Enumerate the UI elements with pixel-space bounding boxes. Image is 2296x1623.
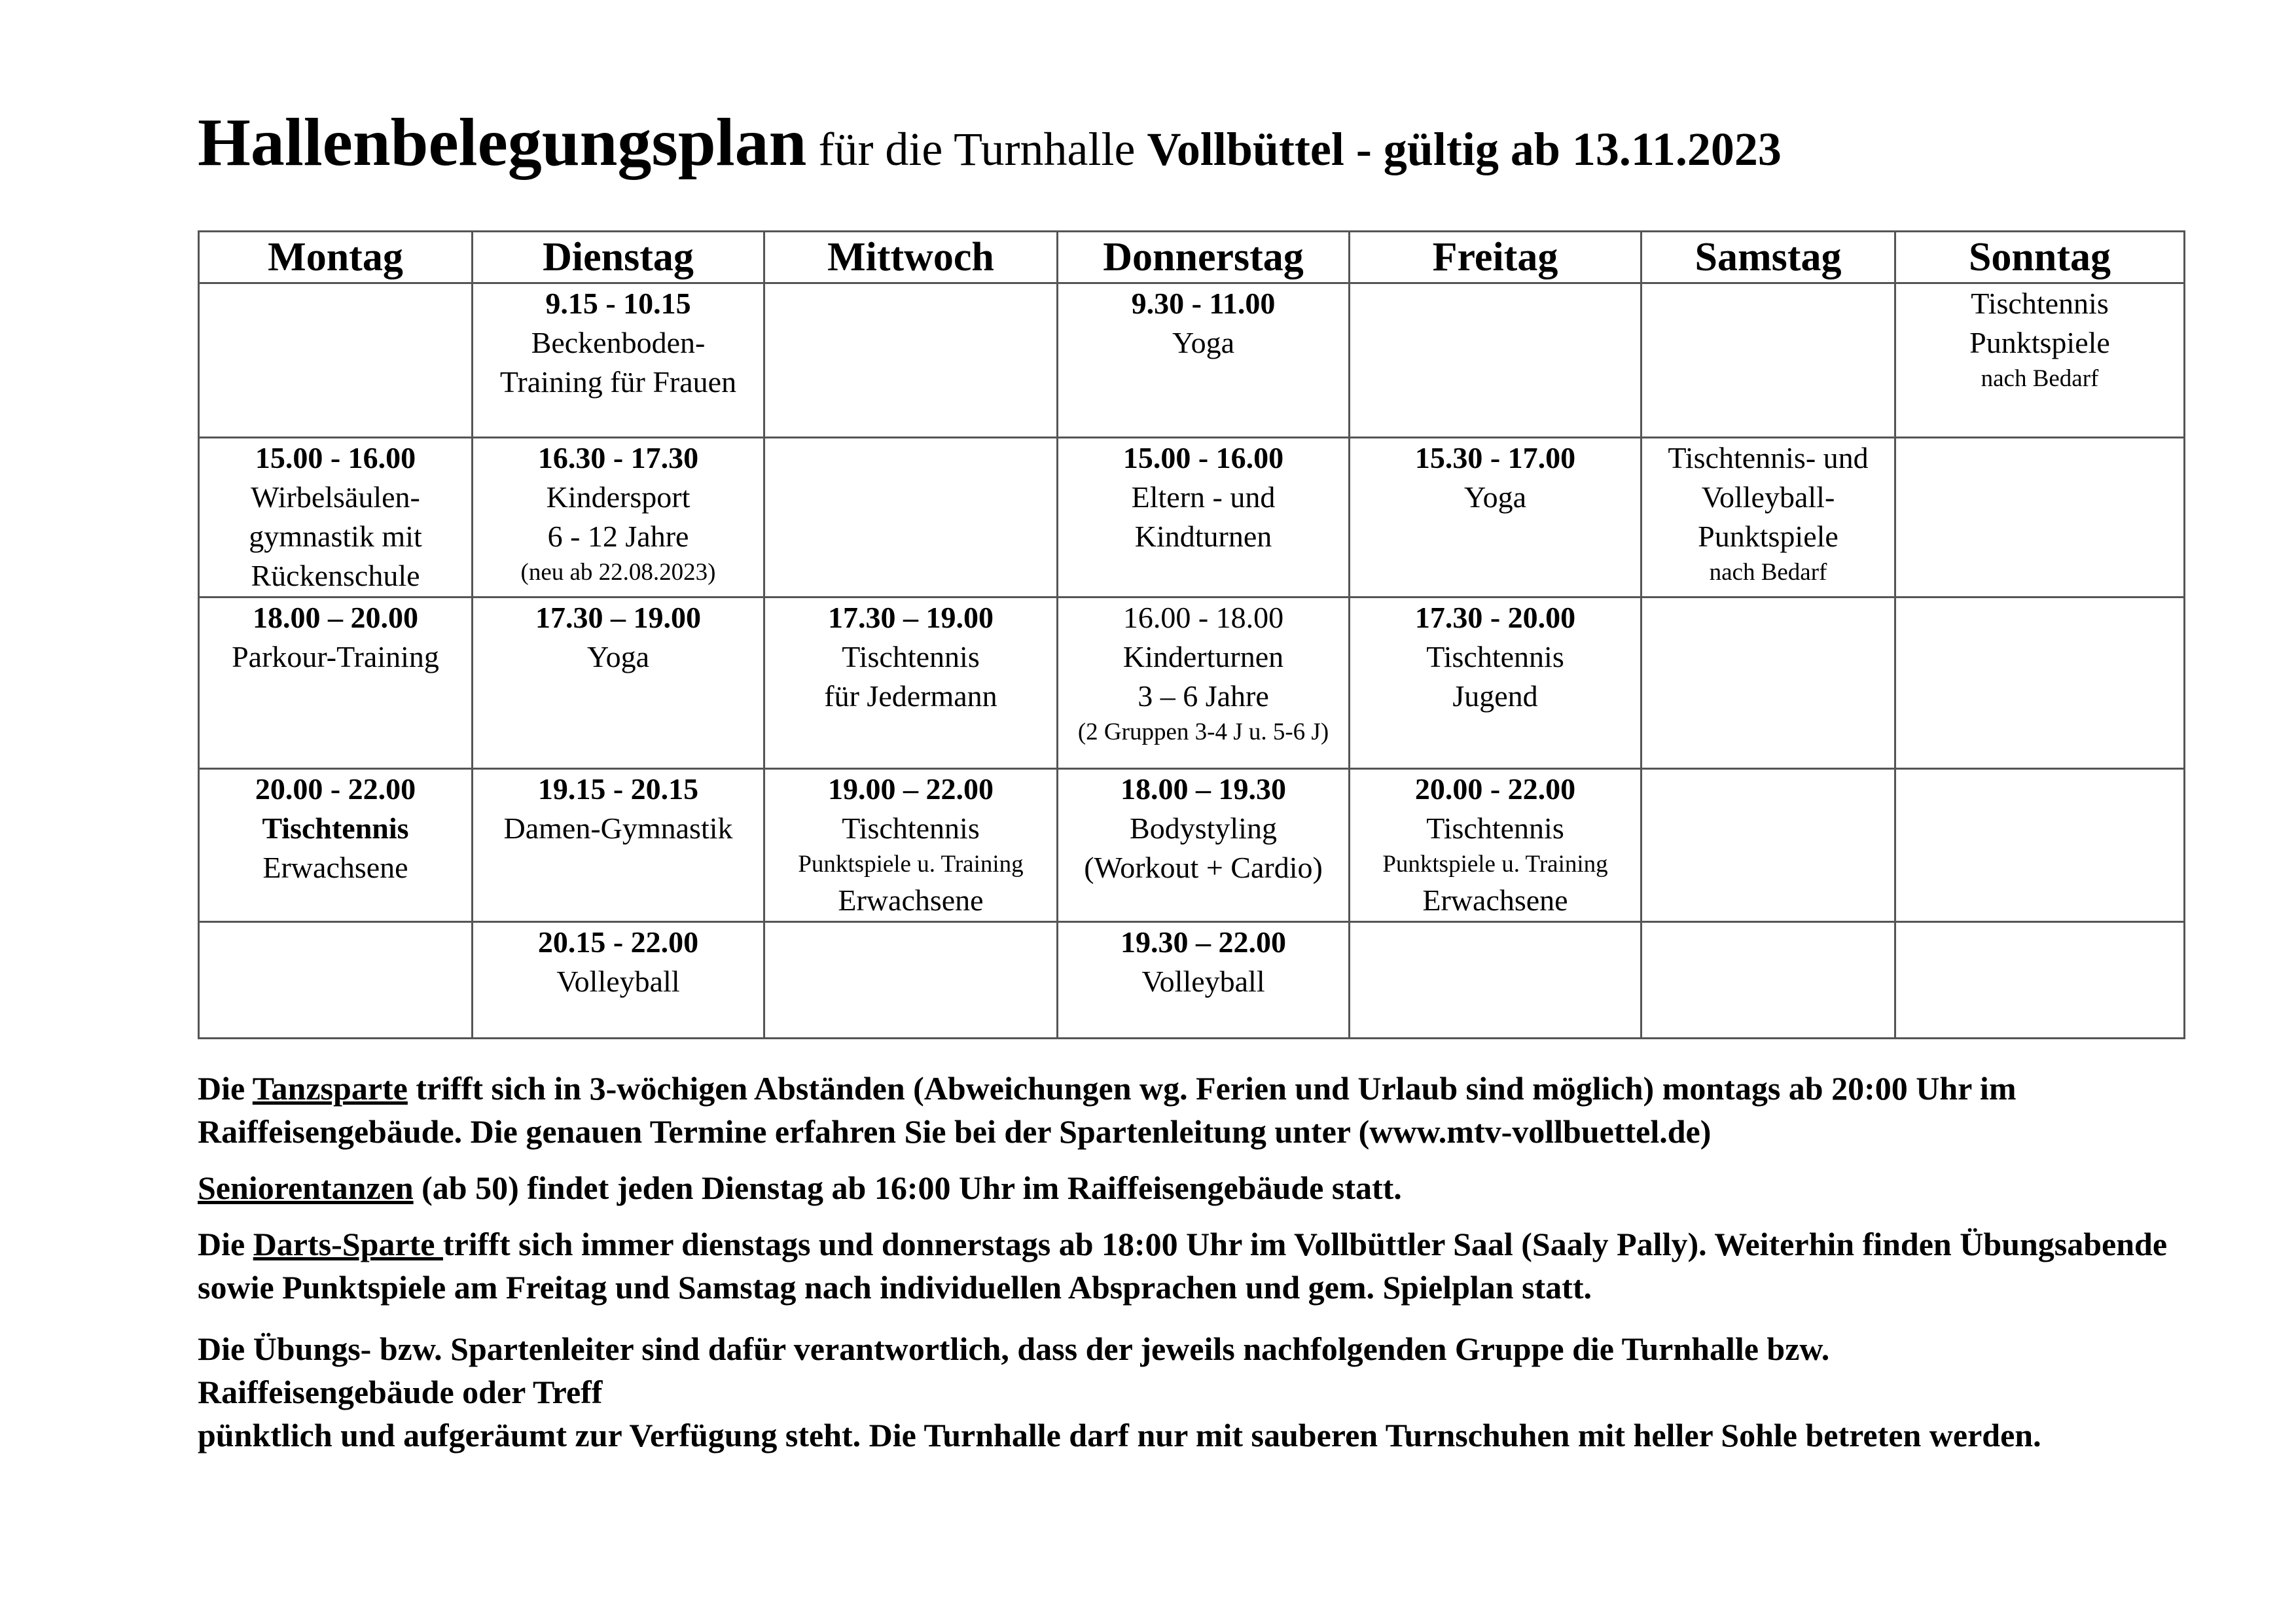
cell-text: Tischtennis <box>262 812 409 846</box>
time-range: 15.00 - 16.00 <box>1122 441 1284 475</box>
cell-text: Training für Frauen <box>499 365 737 399</box>
cell-text: Rückenschule <box>251 559 420 593</box>
time-range: 20.00 - 22.00 <box>255 772 416 806</box>
cell-text: Punktspiele <box>1698 520 1839 554</box>
cell-text: Yoga <box>1172 326 1235 359</box>
cell-text: (Workout + Cardio) <box>1084 851 1323 885</box>
cell-text: Tischtennis <box>1426 812 1564 846</box>
schedule-cell <box>764 921 1058 1038</box>
cell-text: Tischtennis- und <box>1668 441 1869 475</box>
notes-section <box>198 1063 2227 1457</box>
cell-text: Punktspiele u. Training <box>1382 851 1608 878</box>
time-range: 20.15 - 22.00 <box>537 925 699 959</box>
note-text: trifft sich in 3-wöchigen Abständen (Abweichungen wg. Ferien und Urlaub sind möglich) montags ab 20:00 Uhr im Raiffeisengebäude. Die genauen Termine erfahren Sie bei der Spartenleitung unter (www.mtv-vollbuettel.de) <box>198 1070 2017 1150</box>
cell-text: Tischtennis <box>842 812 980 846</box>
time-range: 19.00 – 22.00 <box>828 772 994 806</box>
time-range: 15.00 - 16.00 <box>255 441 416 475</box>
cell-text: gymnastik mit <box>249 520 422 554</box>
schedule-cell <box>199 769 473 921</box>
cell-text: Jugend <box>1452 679 1538 713</box>
schedule-cell <box>1350 921 1641 1038</box>
cell-text: nach Bedarf <box>1709 559 1827 586</box>
table-row <box>199 769 2185 921</box>
schedule-cell <box>1058 921 1350 1038</box>
schedule-cell <box>1895 597 2185 768</box>
note-text: Raiffeisengebäude oder Treff <box>198 1374 603 1410</box>
schedule-table <box>198 230 2185 1039</box>
schedule-cell <box>1350 769 1641 921</box>
time-range: 19.30 – 22.00 <box>1121 925 1286 959</box>
day-header: Sonntag <box>1895 232 2185 283</box>
schedule-cell <box>764 597 1058 768</box>
schedule-cell <box>473 921 764 1038</box>
cell-text: Erwachsene <box>838 883 984 918</box>
cell-text: (2 Gruppen 3-4 J u. 5-6 J) <box>1077 718 1329 745</box>
time-range: 17.30 – 19.00 <box>828 600 994 634</box>
schedule-cell <box>764 769 1058 921</box>
schedule-cell <box>1895 283 2185 438</box>
schedule-cell <box>473 769 764 921</box>
cell-text: Punktspiele u. Training <box>798 851 1024 878</box>
cell-text: Erwachsene <box>262 851 408 885</box>
cell-text: nach Bedarf <box>1981 365 2099 392</box>
title-middle: für die Turnhalle <box>806 123 1147 175</box>
time-range: 18.00 – 19.30 <box>1121 772 1286 806</box>
table-row <box>199 597 2185 768</box>
schedule-cell <box>1058 597 1350 768</box>
cell-text: Eltern - und <box>1131 480 1276 514</box>
cell-text: 16.00 - 18.00 <box>1122 600 1284 634</box>
schedule-cell <box>473 438 764 597</box>
note-darts <box>198 1222 2227 1309</box>
time-range: 19.15 - 20.15 <box>537 772 699 806</box>
cell-text: Yoga <box>586 639 650 673</box>
cell-text: Volleyball- <box>1701 480 1835 514</box>
time-range: 18.00 – 20.00 <box>253 600 418 634</box>
note-responsibility <box>198 1327 2227 1457</box>
table-row <box>199 921 2185 1038</box>
time-range: 17.30 - 20.00 <box>1414 600 1576 634</box>
time-range: 9.15 - 10.15 <box>545 287 691 320</box>
cell-text: Wirbelsäulen- <box>251 480 420 514</box>
day-header: Freitag <box>1350 232 1641 283</box>
cell-text: Damen-Gymnastik <box>503 812 733 846</box>
schedule-cell <box>1641 921 1895 1038</box>
schedule-cell <box>1350 438 1641 597</box>
note-underlined: Tanzsparte <box>252 1070 408 1107</box>
day-header: Montag <box>199 232 473 283</box>
note-text: Die <box>198 1070 253 1107</box>
note-text: (ab 50) findet jeden Dienstag ab 16:00 Uhr im Raiffeisengebäude statt. <box>413 1169 1402 1206</box>
note-text: Die Übungs- bzw. Spartenleiter sind dafür verantwortlich, dass der jeweils nachfolgenden Gruppe die Turnhalle bzw. <box>198 1330 1830 1367</box>
note-text: pünktlich und aufgeräumt zur Verfügung steht. Die Turnhalle darf nur mit sauberen Turnschuhen mit heller Sohle betreten werden. <box>198 1417 2041 1454</box>
schedule-cell <box>1641 438 1895 597</box>
schedule-cell <box>199 438 473 597</box>
schedule-cell <box>764 438 1058 597</box>
header-row <box>199 232 2185 283</box>
cell-text: Erwachsene <box>1422 883 1568 918</box>
page-title <box>198 103 1782 181</box>
schedule-cell <box>1058 438 1350 597</box>
time-range: 9.30 - 11.00 <box>1131 287 1276 320</box>
time-range: 20.00 - 22.00 <box>1414 772 1576 806</box>
schedule-cell <box>1058 769 1350 921</box>
schedule-cell <box>1641 769 1895 921</box>
cell-text: Tischtennis <box>842 639 980 673</box>
cell-text: 3 – 6 Jahre <box>1138 679 1269 713</box>
cell-text: Tischtennis <box>1971 287 2109 320</box>
note-underlined: Seniorentanzen <box>198 1169 414 1206</box>
day-header: Samstag <box>1641 232 1895 283</box>
schedule-cell <box>1895 769 2185 921</box>
schedule-cell <box>1895 921 2185 1038</box>
time-range: 15.30 - 17.00 <box>1414 441 1576 475</box>
schedule-cell <box>1350 597 1641 768</box>
cell-text: Kindturnen <box>1134 520 1272 554</box>
cell-text: Beckenboden- <box>531 326 706 359</box>
day-header: Dienstag <box>473 232 764 283</box>
schedule-cell <box>199 921 473 1038</box>
cell-text: Tischtennis <box>1426 639 1564 673</box>
cell-text: Parkour-Training <box>232 639 439 673</box>
cell-text: für Jedermann <box>824 679 997 713</box>
cell-text: Kinderturnen <box>1122 639 1284 673</box>
note-underlined: Darts-Sparte <box>253 1226 443 1262</box>
table-row <box>199 283 2185 438</box>
note-tanzsparte <box>198 1067 2227 1153</box>
schedule-cell <box>1641 283 1895 438</box>
cell-text: Volleyball <box>1141 964 1265 998</box>
cell-text: 6 - 12 Jahre <box>547 520 689 554</box>
time-range: 17.30 – 19.00 <box>535 600 701 634</box>
schedule-cell <box>1895 438 2185 597</box>
schedule-cell <box>764 283 1058 438</box>
schedule-cell <box>1641 597 1895 768</box>
schedule-cell <box>1350 283 1641 438</box>
schedule-cell <box>473 597 764 768</box>
schedule-cell <box>473 283 764 438</box>
cell-text: (neu ab 22.08.2023) <box>520 559 716 586</box>
table-row <box>199 438 2185 597</box>
day-header: Mittwoch <box>764 232 1058 283</box>
title-place: Vollbüttel - gültig ab 13.11.2023 <box>1147 123 1782 175</box>
schedule-cell <box>199 283 473 438</box>
note-text: Die <box>198 1226 253 1262</box>
time-range: 16.30 - 17.30 <box>537 441 699 475</box>
schedule-cell <box>1058 283 1350 438</box>
day-header: Donnerstag <box>1058 232 1350 283</box>
title-main: Hallenbelegungsplan <box>198 105 807 180</box>
cell-text: Bodystyling <box>1130 812 1277 846</box>
schedule-cell <box>199 597 473 768</box>
cell-text: Yoga <box>1463 480 1527 514</box>
cell-text: Kindersport <box>546 480 691 514</box>
cell-text: Punktspiele <box>1969 326 2110 359</box>
cell-text: Volleyball <box>556 964 680 998</box>
note-text: trifft sich immer dienstags und donnerstags ab 18:00 Uhr im Vollbüttler Saal (Saaly Pally). Weiterhin finden Übungsabende sowie Punktspiele am Freitag und Samstag nach individuellen Absprachen und gem. Spielplan statt. <box>198 1226 2168 1306</box>
note-seniorentanzen <box>198 1166 2227 1209</box>
